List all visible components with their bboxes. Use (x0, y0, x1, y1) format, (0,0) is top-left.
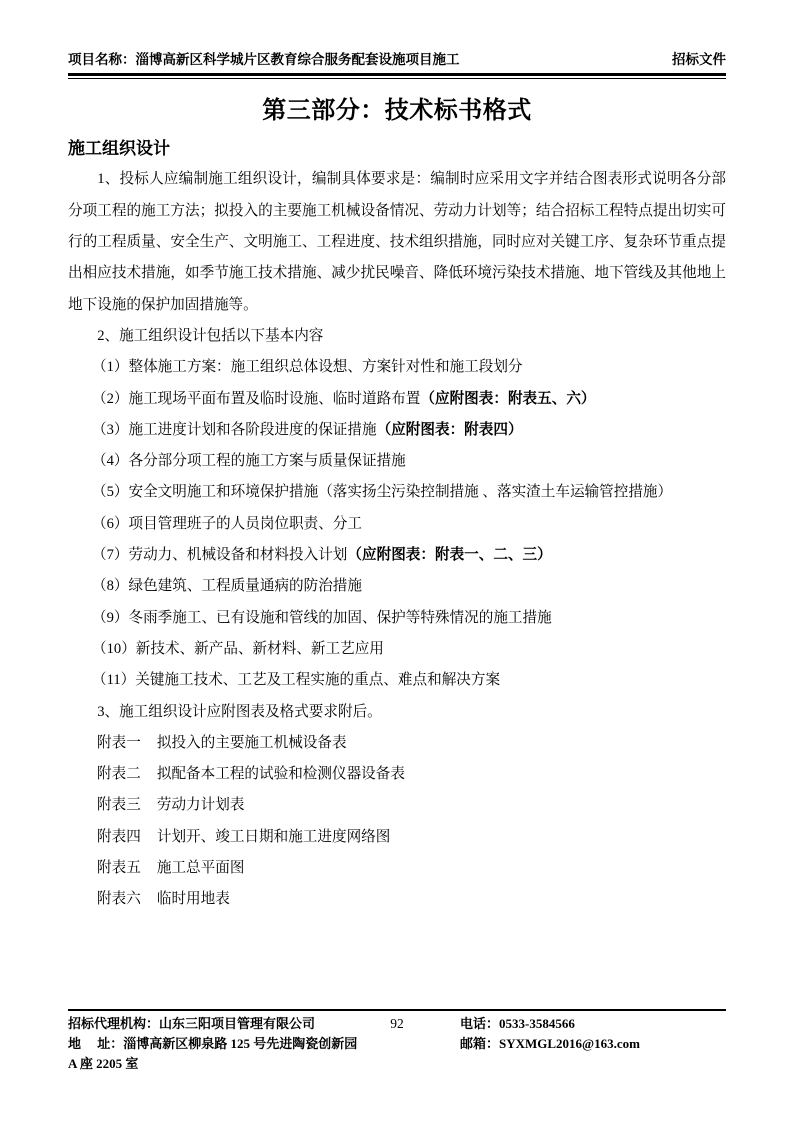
list-item (68, 634, 726, 665)
footer-agency: 招标代理机构：山东三阳项目管理有限公司 (68, 1015, 316, 1031)
list-item-text: （10）新技术、新产品、新材料、新工艺应用 (92, 640, 384, 657)
list-item-text: （4）各分部分项工程的施工方案与质量保证措施 (92, 453, 406, 470)
appendix-table-title: 施工总平面图 (156, 860, 245, 877)
appendix-table-label: 附表一 (97, 734, 141, 751)
list-item (68, 477, 726, 508)
list-item (68, 571, 726, 602)
appendix-table-row (68, 884, 726, 915)
appendix-table-title: 拟配备本工程的试验和检测仪器设备表 (156, 766, 405, 783)
appendix-table-title: 临时用地表 (156, 891, 230, 908)
list-item-text: （11）关键施工技术、工艺及工程实施的重点、难点和解决方案 (92, 672, 501, 689)
appendix-table-title: 拟投入的主要施工机械设备表 (156, 734, 347, 751)
footer-page-number: 92 (390, 1015, 404, 1031)
header-doc-type: 招标文件 (672, 52, 726, 67)
list-item-bold-note: （应附图表：附表四） (376, 421, 523, 438)
list-item-text: （7）劳动力、机械设备和材料投入计划 (92, 547, 348, 564)
document-title: 第三部分：技术标书格式 (262, 98, 532, 125)
section-heading: 施工组织设计 (68, 139, 170, 159)
list-item-text: （2）施工现场平面布置及临时设施、临时道路布置 (92, 390, 421, 407)
appendix-table-label: 附表五 (97, 860, 141, 877)
footer-spacer (367, 1034, 427, 1074)
list-item-text: （5）安全文明施工和环境保护措施（落实扬尘污染控制措施 、落实渣土车运输管控措施） (92, 484, 673, 501)
appendix-table-list (68, 728, 726, 916)
footer-row-2 (68, 1034, 726, 1074)
list-item (68, 446, 726, 477)
list-item-text: （6）项目管理班子的人员岗位职责、分工 (92, 515, 362, 532)
list-item (68, 540, 726, 571)
attachments-intro-paragraph: 3、施工组织设计应附图表及格式要求附后。 (97, 703, 382, 720)
list-item-bold-note: （应附图表：附表五、六） (420, 390, 596, 407)
list-item-bold-note: （应附图表：附表一、二、三） (347, 547, 552, 564)
appendix-table-row (68, 728, 726, 759)
intro-paragraph: 1、投标人应编制施工组织设计，编制具体要求是：编制时应采用文字并结合图表形式说明各分部分项工程的施工方法；拟投入的主要施工机械设备情况、劳动力计划等；结合招标工程特点提出切实可行的工程质量、安全生产、文明施工、工程进度、技术组织措施，同时应对关键工序、复杂环节重点提出相应技术措施，如季节施工技术措施、减少扰民噪音、降低环境污染技术措施、地下管线及其他地上地下设施的保护加固措施等。 (68, 171, 726, 313)
list-item-text: （8）绿色建筑、工程质量通病的防治措施 (92, 578, 362, 595)
basic-contents-list (68, 352, 726, 696)
appendix-table-label: 附表六 (97, 891, 141, 908)
list-item-text: （9）冬雨季施工、已有设施和管线的加固、保护等特殊情况的施工措施 (92, 609, 552, 626)
list-item (68, 352, 726, 383)
footer-row-1 (68, 1014, 726, 1034)
list-item (68, 415, 726, 446)
list-item (68, 384, 726, 415)
list-item (68, 665, 726, 696)
footer-phone: 电话：0533-3584566 (460, 1015, 575, 1031)
appendix-table-row (68, 853, 726, 884)
footer-rule (68, 1009, 726, 1011)
list-item-text: （3）施工进度计划和各阶段进度的保证措施 (92, 421, 377, 438)
footer-email: 邮箱：SYXMGL2016@163.com (460, 1035, 641, 1051)
appendix-table-row (68, 790, 726, 821)
header-rule-thin (68, 78, 726, 80)
list-item (68, 509, 726, 540)
document-body (68, 164, 726, 915)
contents-intro-paragraph: 2、施工组织设计包括以下基本内容 (97, 327, 324, 344)
header-rule (68, 73, 726, 79)
header-rule-thick (68, 73, 726, 76)
appendix-table-row (68, 759, 726, 790)
list-item-text: （1）整体施工方案：施工组织总体设想、方案针对性和施工段划分 (92, 359, 523, 376)
appendix-table-title: 计划开、竣工日期和施工进度网络图 (156, 828, 391, 845)
list-item (68, 603, 726, 634)
page-footer (68, 1009, 726, 1074)
appendix-table-title: 劳动力计划表 (156, 797, 245, 814)
appendix-table-label: 附表四 (97, 828, 141, 845)
footer-address: 地 址：淄博高新区柳泉路 125 号先进陶瓷创新园 A 座 2205 室 (68, 1035, 361, 1071)
appendix-table-row (68, 822, 726, 853)
appendix-table-label: 附表三 (97, 797, 141, 814)
appendix-table-label: 附表二 (97, 766, 141, 783)
page-header (68, 50, 726, 73)
header-project-name: 项目名称：淄博高新区科学城片区教育综合服务配套设施项目施工 (68, 52, 460, 67)
